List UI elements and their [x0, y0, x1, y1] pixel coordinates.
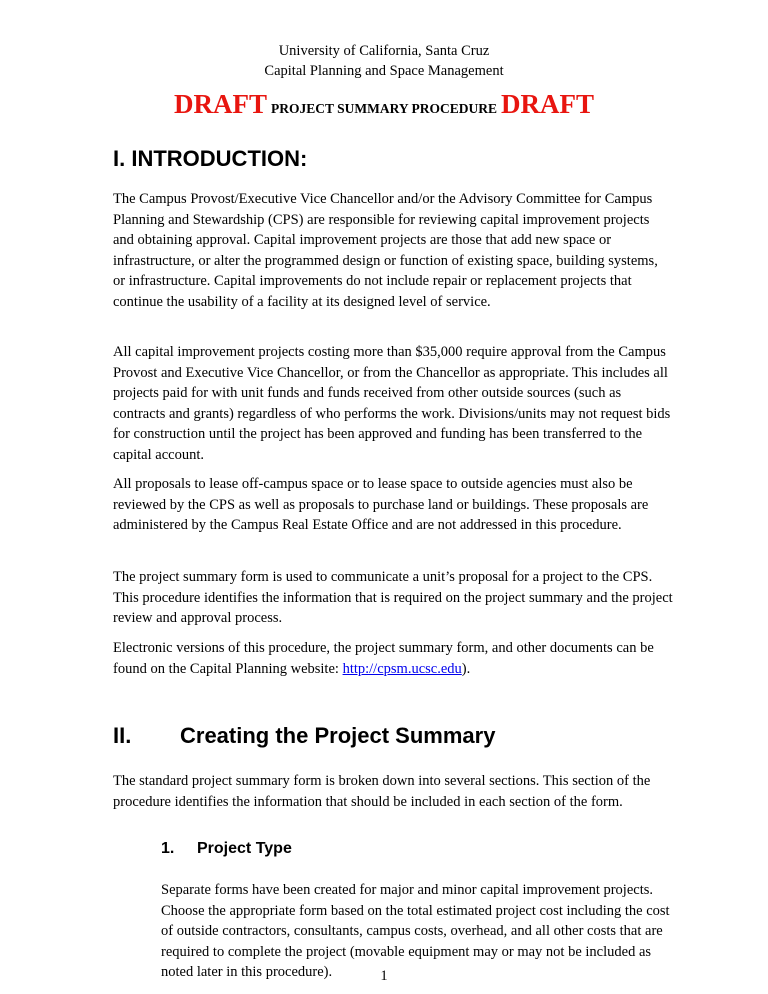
link-suffix: ). — [461, 660, 471, 677]
title-text: PROJECT SUMMARY PROCEDURE — [270, 101, 498, 116]
intro-paragraph-4: The project summary form is used to communicate a unit’s proposal for a project to the CPS. This procedure identifies the information that is required on the project summary and the project review and approval process. — [113, 569, 673, 626]
section2-paragraph: The standard project summary form is broken down into several sections. This section of the procedure identifies the information that should be included in each section of the form. — [113, 773, 651, 810]
subsection-number: 1. — [161, 840, 175, 857]
project-type-paragraph: Separate forms have been created for major and minor capital improvement projects. Choose the appropriate form based on the total estimated project cost including the cost of outside contractors, consultants, campus costs, overhead, and all other costs that are required to complete the project (movable equipment may or may not be included as noted later in this procedure). — [161, 882, 670, 980]
electronic-versions-text: Electronic versions of this procedure, the project summary form, and other documents can be found on the Capital Planning website: — [113, 640, 654, 677]
intro-paragraph-5 — [113, 638, 673, 679]
subsection-heading-project-type — [161, 840, 292, 858]
section-title: Creating the Project Summary — [180, 723, 496, 748]
header-university: University of California, Santa Cruz — [278, 43, 490, 59]
subsection-title: Project Type — [197, 840, 292, 857]
document-header — [0, 41, 768, 81]
intro-paragraph-1: The Campus Provost/Executive Vice Chancellor and/or the Advisory Committee for Campus Planning and Stewardship (CPS) are responsible for reviewing capital improvement projects and obtaining approval. Capital improvement projects are those that add new space or infrastructure, or alter the programmed design or function of existing space, building systems, or infrastructure. Capital improvements do not include repair or replacement projects that continue the usability of a facility at its designed level of service. — [113, 191, 658, 310]
page-number: 1 — [380, 968, 388, 984]
intro-paragraph-3: All proposals to lease off-campus space or to lease space to outside agencies must also be reviewed by the CPS as well as proposals to purchase land or buildings. These proposals are administered by the Campus Real Estate Office and are not addressed in this procedure. — [113, 476, 649, 533]
capital-planning-website-link[interactable]: http://cpsm.ucsc.edu — [342, 660, 462, 677]
intro-paragraph-2: All capital improvement projects costing more than $35,000 require approval from the Campus Provost and Executive Vice Chancellor, or from the Chancellor as appropriate. This includes all projects paid for with unit funds and funds received from other outside sources (such as contracts and grants) regardless of who performs the work. Divisions/units may not request bids for construction until the project has been approved and funding has been transferred to the capital account. — [113, 344, 671, 463]
header-department: Capital Planning and Space Management — [264, 63, 504, 79]
section-heading-introduction: I. INTRODUCTION: — [113, 146, 308, 171]
draft-watermark-left: DRAFT — [173, 89, 267, 119]
document-title — [0, 89, 768, 120]
draft-watermark-right: DRAFT — [501, 89, 595, 119]
section-number: II. — [113, 723, 132, 748]
section-heading-creating-summary — [113, 723, 495, 749]
